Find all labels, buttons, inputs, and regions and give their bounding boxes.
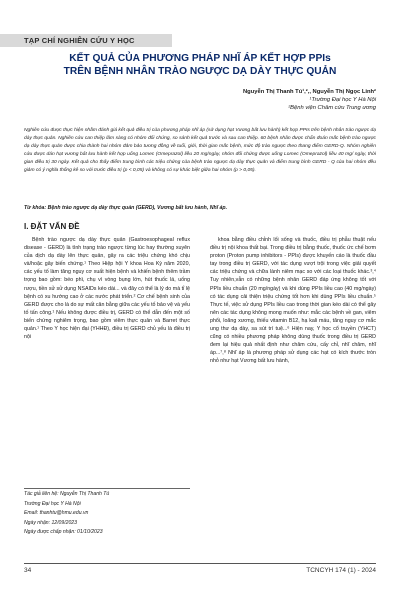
abstract: Nghiên cứu được thực hiện nhằm đánh giá kết quả điều trị của phương pháp nhĩ áp (sử dụng hạt Vương bất lưu hành) kết hợp PPIs trên bệnh nhân trào ngược dạ dày thực quản. Nghiên cứu can thiệp lâm sàng có nhóm đối chứng, so sánh kết quả trước và sau can thiệp. 60 bệnh nhân được chẩn đoán mắc bệnh trào ngược dạ dày thực quản được chia thành hai nhóm đảm bảo tương đồng về tuổi, giới, thời gian mắc bệnh, mức độ trào ngược theo thang điểm GERD-Q. Nhóm nghiên cứu được dán hạt vương bất lưu hành kết hợp uống Lomec (Omeprazol) liều 20 mg/ngày, nhóm đối chứng được uống Lomec (Omeprazol) liều 40 mg/ ngày, thời gian điều trị 30 ngày. Kết quả cho thấy điểm trung bình các triệu chứng của bệnh trào ngược dạ dày thực quản và điểm trung bình GERD - Q của hai nhóm đều giảm có ý nghĩa thống kê so với trước điều trị (p < 0,05) và không có sự khác biệt giữa hai nhóm (p > 0,05). <box>24 128 376 173</box>
correspondence-divider <box>24 488 190 489</box>
affiliation-1: ¹Trường Đại học Y Hà Nội <box>309 97 376 103</box>
accepted-date: Ngày được chấp nhận: 01/10/2023 <box>24 529 103 536</box>
body-paragraph-right: khoa bằng điều chỉnh lối sống và thuốc, điều trị phẫu thuật nếu điều trị nội khoa thất bại. Trong điều trị bằng thuốc, thuốc ức chế bơm proton (Proton pump inhibitors - PPIs) được khuyến cáo là thuốc đầu tay trong điều trị GERD, với tác dụng vượt trội trong việc giải quyết các triệu chứng và chữa lành niêm mạc so với các loại thuốc khác.³,⁴ Tuy nhiên,vẫn có những bệnh nhân GERD đáp ứng không tốt với PPIs liều chuẩn (20 mg/ngày) và khi dùng PPIs liều cao (40 mg/ngày) có tác dụng cải thiện triệu chứng tốt hơn khi dùng PPIs liều chuẩn.⁵ Thực tế, việc sử dụng PPIs liều cao trong thời gian kéo dài có thể gây nên các tác dụng không mong muốn như: mắc các bệnh về gan, viêm phổi, loãng xương, thiếu vitamin B12, hạ kali máu, tăng nguy cơ mắc ung thư dạ dày, sa sút trí tuệ...⁶ Hiện nay, Y học cổ truyền (YHCT) cũng có nhiều phương pháp không dùng thuốc trong điều trị GERD đem lại hiệu quả nhất định như châm cứu, cấy chỉ, nhĩ châm, nhĩ áp...⁷,⁸ Nhĩ áp là phương pháp sử dụng các hạt có kích thước tròn nhỏ như hạt Vương bất lưu hành, <box>210 237 376 365</box>
corresponding-institution: Trường Đại học Y Hà Nội <box>24 500 81 507</box>
article-title-line-1: KẾT QUẢ CỦA PHƯƠNG PHÁP NHĨ ÁP KẾT HỢP PPIs <box>69 53 331 64</box>
body-column-left <box>24 236 190 341</box>
article-title-line-2: TRÊN BỆNH NHÂN TRÀO NGƯỢC DẠ DÀY THỰC QUẢN <box>63 66 337 77</box>
journal-name: TẠP CHÍ NGHIÊN CỨU Y HỌC <box>24 36 135 45</box>
article-title <box>20 52 380 78</box>
body-column-right <box>210 236 376 366</box>
page-number: 34 <box>24 567 32 574</box>
issue-label: TCNCYH 174 (1) - 2024 <box>306 567 376 574</box>
body-paragraph-left: Bệnh trào ngược dạ dày thực quản (Gastroesophageal reflux disease - GERD) là tình trạng trào ngược từng lúc hay thường xuyên của dịch dạ dày lên thực quản, gây ra các triệu chứng khó chịu và/hoặc gây biến chứng.¹ Theo Hiệp hội Y khoa Hoa Kỳ năm 2020, các yếu tố làm tăng nguy cơ xuất hiện bệnh và khiến bệnh thêm trầm trọng bao gồm: béo phì, chụ vì vòng bụng lớn, hút thuốc lá, uống rượu, tiền sử sử dụng NSAIDs kéo dài... và đây có thể là lý do mà tỉ lệ bệnh có xu hướng cao ở các nước phát triển.² Cơ chế bệnh sinh của GERD được cho là do sự mất cân bằng giữa các yếu tố bảo vệ và yếu tố tấn công.¹ Nếu không được điều trị, GERD có thể dẫn đến một số biến chứng nghiêm trọng, bao gồm viêm thực quản và Barret thực quản.¹ Theo Y học hiện đại (YHHĐ), điều trị GERD chủ yếu là điều trị nội <box>24 237 190 341</box>
section-heading: I. ĐẶT VẤN ĐỀ <box>24 222 80 231</box>
keywords: Từ khóa: Bệnh trào ngược dạ dày thực quản (GERD), Vương bất lưu hành, Nhĩ áp. <box>24 205 228 211</box>
corresponding-author: Tác giả liên hệ: Nguyễn Thị Thanh Tú <box>24 491 110 497</box>
affiliation-2: ²Bệnh viện Châm cứu Trung ương <box>288 105 376 111</box>
footer-divider <box>24 563 376 564</box>
author-names: Nguyễn Thị Thanh Tú¹,²,, Nguyễn Thị Ngọc Linh² <box>243 89 376 95</box>
received-date: Ngày nhận: 12/09/2023 <box>24 519 77 526</box>
author-block <box>76 88 376 112</box>
corresponding-email: Email: thanhtu@hmu.edu.vn <box>24 510 89 517</box>
correspondence-notes <box>24 490 194 538</box>
